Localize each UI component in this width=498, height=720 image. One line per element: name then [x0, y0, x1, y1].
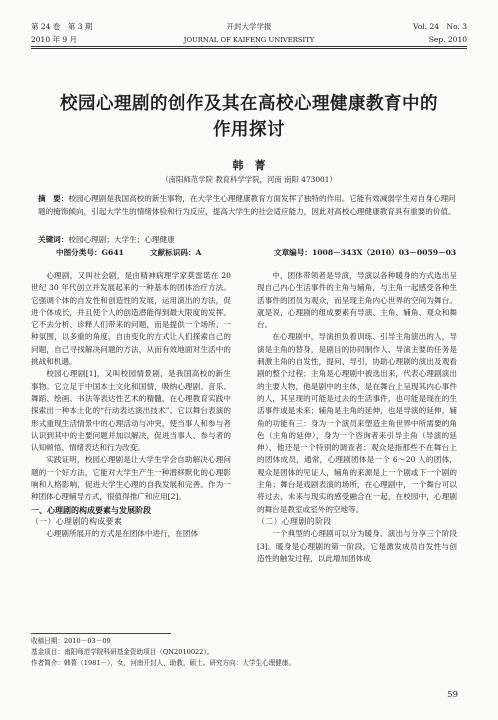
body-column-right: [257, 270, 457, 565]
paper-title-line-2: 作用探讨: [213, 120, 285, 140]
clc-number: 中图分类号：G641: [56, 248, 124, 257]
article-number: 文章编号：1008－343X（2010）03－0059－03: [274, 248, 457, 257]
journal-date: 2010 年 9 月: [31, 35, 78, 44]
right-paragraph: 在心理剧中，导演担负着训练、引导主角演出的人，导演是主角的替身，是剧目的协同制作人、导演主要的任务是刺激主角的自发性，提问、导引，协助心理剧的演出及观看剧的整个过程；主角是心理剧中被选出来，代表心理剧演出的主要人物，他是剧中的主体，是在舞台上呈现其内心事件的人，其呈现的可能是过去的生活事件，也可能是现在的生活事件或是未来；辅角是主角的延伸，也是导演的延伸，辅角的功能有三：身为一个演员来塑造主角世界中所需要的角色（主角的延伸），身为一个咨询者来引导主角（导演的延伸），他还是一个特别的调查者；观众是指那些不在舞台上的团体成员，通常，心理剧团体是一个 6～20 人的团体，观众是团体的见证人，辅角的来源是上一个剧或下一个剧的主角；舞台是戏剧表演的场所，在心理剧中，一个舞台可以将过去、未来与现实的感受融合在一起，在校园中，心理剧的舞台是教室或室外的空地等。: [257, 332, 457, 514]
author-name: 韩 菁: [232, 159, 266, 172]
footnote-author-bio: 作者简介：韩菁（1981－），女，河南开封人，助教，硕士。研究方向：大学生心理健康。: [31, 659, 296, 667]
page-number: 59: [447, 690, 458, 700]
header-rule-2: [31, 48, 467, 49]
keywords: [38, 234, 462, 247]
left-paragraph: 心理剧，又叫社会剧，是由精神病理学家莫雷诺在 20 世纪 30 年代创立并发展起来的一种基本的团体治疗方法。它强调个体的自发性和创造性的发展，运用演出的方法，促进个体成长，并且使个人的创造潜能得到最大限度的发挥。它不去分析、诊释人们带来的问题，而是提供一个场所、一种氛围，以多重的角度，自由变化的方式让人们探索自己的问题，自己寻找解决问题的方法，从而有效地面对生活中的挑战和机遇。: [31, 271, 231, 367]
journal-name: 开封大学学报: [226, 22, 272, 31]
footnote-rule: [31, 633, 171, 634]
paper-title-line-1: 校园心理剧的创作及其在高校心理健康教育中的: [60, 94, 438, 114]
author-affiliation: （南阳师范学院 教育科学学院，河南 南阳 473001）: [161, 175, 337, 184]
body-column-left: [31, 270, 231, 541]
document-code: 文献标识码：A: [150, 248, 202, 257]
left-paragraph: 校园心理剧[1]，又叫校园情景剧，是我国高校的新生事物。它立足于中国本土文化和国情，吸纳心理剧、音乐、舞蹈、绘画、书法等表达性艺术的精髓，在心理教育实践中探索出一种本土化的“行动表达演出技术”。它以舞台表演的形式重现生活情景中的心理活动与冲突，使当事人和参与者认识到其中的主要问题并加以解决，促进当事人、参与者的认知顿悟、情绪表达和行为改变。: [31, 369, 231, 453]
abstract-text: 校园心理剧是我国高校的新生事物，在大学生心理健康教育方面发挥了独特的作用。它能有效减弱学生对自身心理问题的掩饰倾向，引起大学生的情绪体验和行为反应，提高大学生的社会适应能力，因此对高校心理健康教育具有重要的价值。: [38, 194, 456, 216]
abstract: [38, 193, 462, 218]
right-paragraph: 中，团体带领者是导演，导演以各种暖身的方式选出呈现自己内心生活事件的主角与辅角，与主角一起感受各种生活事件的团员为观众，而呈现主角内心世界的空间为舞台。就是说，心理剧的组成要素有导演、主角、辅角、观众和舞台。: [257, 271, 457, 330]
left-paragraph: 实践证明，校园心理剧是让大学生学会自助解决心理问题的一个好方法，它能对大学生产生一种潜移默化的心理影响和人格影响，促进大学生心理的自我发展和完善。作为一种团体心理辅导方式，很值得推广和应用[2]。: [31, 455, 231, 502]
journal-date-en: Sep. 2010: [428, 35, 467, 44]
abstract-label: 摘 要：: [38, 194, 69, 203]
footnote-received: 收稿日期：2010－03－09: [31, 637, 111, 645]
journal-vol-en: Vol. 24 No. 3: [413, 22, 467, 31]
journal-volume-issue: 第 24 卷 第 3 期: [31, 22, 93, 31]
section-heading: 一、心理剧的构成要素与发展阶段: [31, 504, 151, 515]
footnote-fund: 基金项目：南阳师范学院科研基金资助项目（QN2010022）。: [31, 648, 214, 656]
left-paragraph: 心理剧所展开的方式是在团体中进行，在团体: [46, 529, 199, 539]
right-paragraph: 一个典型的心理剧可以分为暖身、演出与分享三个阶段[3]。暖身是心理剧的第一阶段，它是激发成员自发性与创造性的触发过程，以此增加团体成: [257, 529, 457, 563]
keywords-label: 关键词：: [38, 235, 69, 244]
subsection-heading: （二）心理剧的阶段: [257, 516, 332, 526]
subsection-heading: （一）心理剧的构成要素: [31, 516, 123, 526]
header-rule: [31, 46, 467, 47]
journal-name-english: JOURNAL OF KAIFENG UNIVERSITY: [183, 36, 315, 44]
keywords-text: 校园心理剧；大学生；心理健康: [68, 235, 175, 244]
